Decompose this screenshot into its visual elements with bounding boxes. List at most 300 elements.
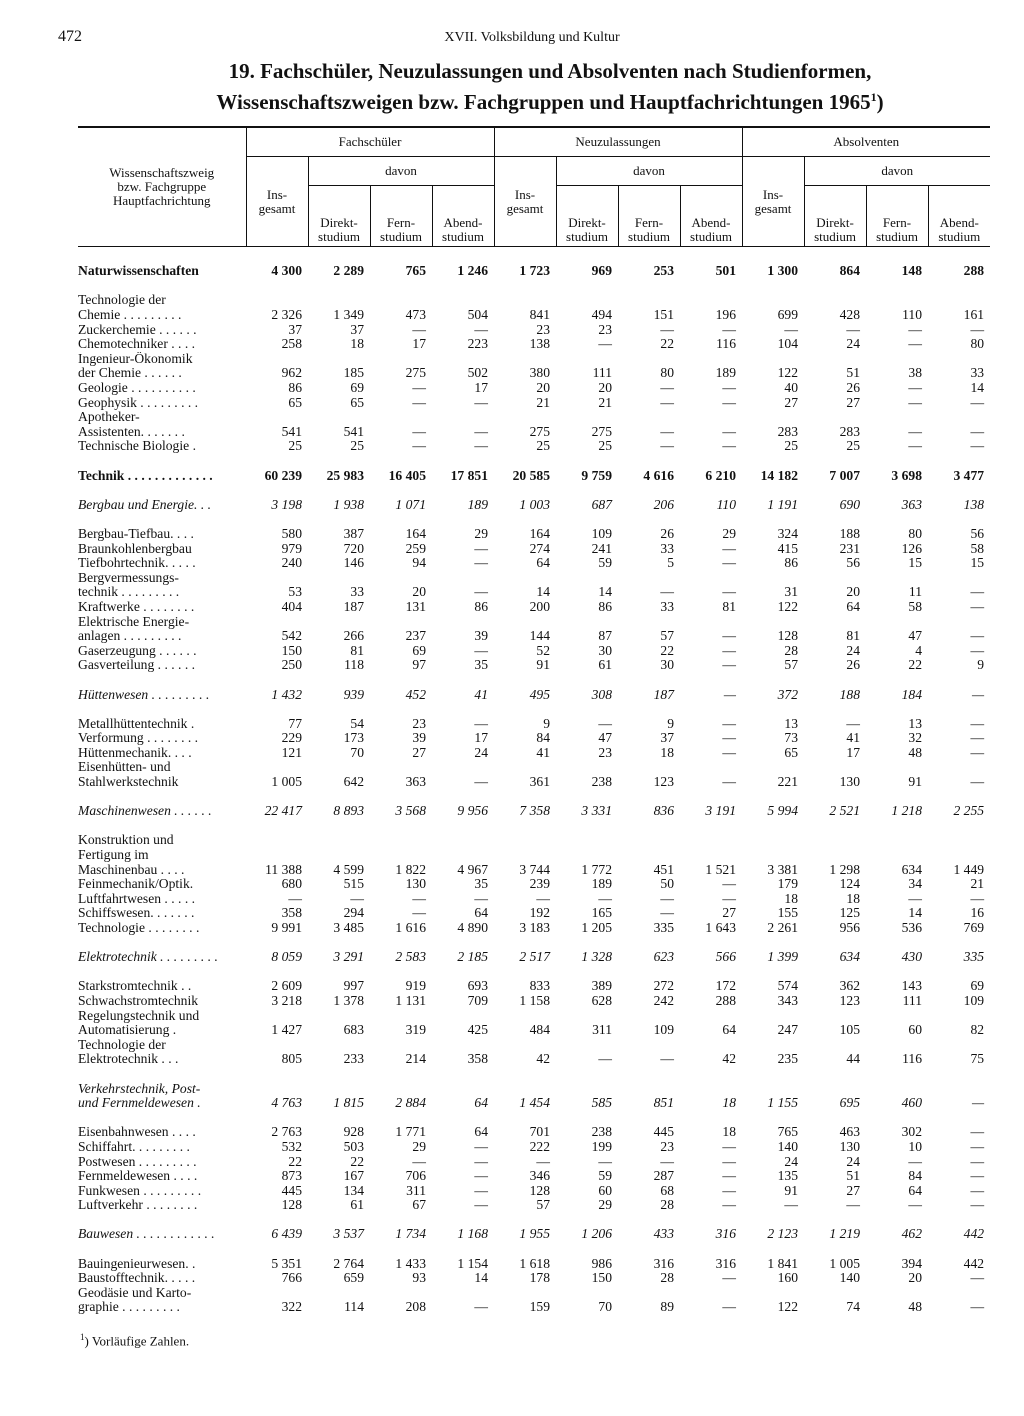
table-cell: 28: [660, 1270, 674, 1286]
table-cell: 425: [467, 1022, 488, 1038]
table-cell: 3 183: [519, 920, 550, 936]
table-cell: [618, 410, 680, 425]
table-cell: 2 255: [953, 803, 985, 819]
table-cell: 23: [598, 745, 612, 760]
table-cell: 42: [722, 1052, 737, 1067]
stub-line-1: Wissenschaftszweig: [109, 165, 215, 180]
table-cell: 231: [839, 541, 861, 556]
table-cell: 30: [660, 658, 674, 673]
table-row: [78, 366, 990, 381]
table-cell: 64: [536, 555, 550, 571]
table-cell: 70: [350, 745, 364, 760]
table-cell: 515: [343, 876, 364, 892]
table-cell: 3 537: [333, 1227, 364, 1242]
table-cell: 134: [343, 1183, 364, 1198]
table-cell: 1 938: [333, 497, 364, 512]
table-cell: 122: [777, 599, 799, 614]
table-cell: 18: [350, 336, 364, 352]
row-label: Eisenbahnwesen . . . .: [78, 1125, 196, 1140]
table-cell: —: [722, 716, 737, 731]
table-cell: [556, 293, 618, 308]
table-cell: 208: [405, 1300, 426, 1315]
row-label: Geologie . . . . . . . . . .: [78, 380, 196, 396]
table-cell: 3 485: [333, 920, 364, 936]
table-cell: 1 219: [829, 1227, 861, 1242]
table-cell: 1 300: [767, 264, 799, 279]
table-cell: 30: [598, 643, 612, 658]
table-row: [78, 556, 990, 571]
table-cell: 11: [908, 585, 923, 600]
table-cell: [618, 1081, 680, 1096]
table-cell: 126: [901, 541, 923, 556]
table-cell: —: [722, 1154, 737, 1169]
table-cell: 47: [598, 731, 612, 746]
table-cell: 6 439: [271, 1227, 302, 1242]
table-cell: —: [474, 643, 488, 658]
stub-line-2: bzw. Fachgruppe: [117, 179, 207, 194]
table-cell: 235: [777, 1052, 799, 1067]
table-cell: 241: [591, 541, 612, 556]
table-cell: [804, 1081, 866, 1096]
table-cell: 81: [350, 643, 364, 658]
table-cell: —: [970, 1139, 985, 1154]
table-cell: 253: [653, 264, 674, 279]
table-row: [78, 1198, 990, 1213]
table-cell: [556, 1081, 618, 1096]
table-cell: 221: [777, 774, 799, 790]
table-cell: 59: [598, 555, 612, 571]
table-cell: 536: [901, 920, 923, 936]
table-cell: —: [908, 1154, 923, 1169]
table-cell: 452: [405, 687, 426, 702]
table-row: [78, 322, 990, 337]
table-cell: 1 433: [395, 1256, 426, 1271]
table-row: [78, 848, 990, 863]
table-cell: [618, 848, 680, 863]
table-cell: 3 331: [581, 803, 612, 819]
table-row: [78, 600, 990, 615]
table-cell: 111: [592, 366, 612, 381]
subgroup-row: [78, 804, 990, 819]
table-cell: [680, 352, 742, 367]
table-cell: [432, 352, 494, 367]
table-cell: 159: [529, 1300, 550, 1315]
table-cell: [866, 760, 928, 775]
table-cell: 110: [716, 497, 737, 512]
table-cell: 80: [908, 526, 923, 541]
table-cell: —: [660, 906, 674, 921]
table-cell: 343: [777, 993, 799, 1008]
table-cell: —: [536, 891, 550, 906]
table-cell: [494, 570, 556, 585]
table-cell: —: [722, 658, 737, 673]
table-cell: —: [970, 716, 985, 731]
table-cell: 1 003: [519, 497, 550, 512]
row-label: Technologie der: [78, 1037, 166, 1052]
table-cell: 363: [901, 497, 923, 512]
table-cell: 484: [529, 1022, 550, 1038]
table-cell: 184: [901, 687, 923, 702]
table-cell: [618, 1008, 680, 1023]
table-cell: 1 771: [395, 1125, 426, 1140]
table-cell: 574: [777, 979, 799, 994]
table-cell: [308, 848, 370, 863]
table-row: [78, 1300, 990, 1315]
table-cell: 199: [591, 1139, 612, 1154]
table-cell: 109: [591, 526, 612, 541]
table-cell: 18: [784, 891, 799, 906]
table-cell: 23: [536, 322, 550, 337]
table-cell: 200: [529, 599, 550, 614]
table-row: [78, 1125, 990, 1140]
table-cell: 693: [467, 979, 488, 994]
table-cell: 1 005: [829, 1256, 861, 1271]
table-cell: —: [970, 1270, 985, 1286]
table-cell: [370, 848, 432, 863]
row-label: Feinmechanik/Optik.: [78, 876, 194, 892]
row-label: Chemie . . . . . . . . .: [78, 307, 182, 323]
table-cell: 229: [281, 731, 302, 746]
spacer-row: [78, 1213, 990, 1228]
table-cell: 64: [474, 1125, 488, 1140]
table-cell: —: [784, 1198, 799, 1213]
table-cell: 116: [902, 1052, 923, 1067]
table-cell: 20: [846, 585, 861, 600]
table-cell: —: [660, 585, 674, 600]
table-cell: 21: [970, 876, 985, 892]
table-cell: 302: [901, 1125, 923, 1140]
table-cell: —: [908, 380, 923, 396]
table-cell: [308, 1081, 370, 1096]
table-cell: 962: [281, 366, 302, 381]
table-cell: —: [970, 628, 985, 644]
table-cell: 494: [591, 307, 612, 323]
table-cell: 687: [591, 497, 612, 512]
table-cell: 288: [963, 264, 985, 279]
table-cell: —: [970, 1125, 985, 1140]
table-cell: [308, 833, 370, 848]
table-cell: 9 956: [457, 803, 488, 819]
title-close-paren: ): [876, 90, 884, 114]
table-cell: 123: [653, 774, 674, 790]
table-cell: 128: [529, 1183, 550, 1198]
table-cell: 121: [281, 745, 302, 760]
table-cell: 161: [963, 307, 985, 323]
table-cell: 53: [288, 585, 302, 600]
table-cell: 4 967: [457, 862, 488, 877]
table-cell: —: [660, 1154, 674, 1169]
table-cell: 683: [343, 1022, 364, 1038]
table-cell: —: [412, 1154, 426, 1169]
table-row: [78, 352, 990, 367]
row-label: Technik . . . . . . . . . . . . .: [78, 468, 213, 483]
table-cell: 1 841: [767, 1256, 799, 1271]
table-cell: [370, 1286, 432, 1301]
row-label: Schwachstromtechnik: [78, 993, 199, 1008]
table-cell: [742, 293, 804, 308]
table-cell: 135: [777, 1168, 799, 1184]
table-row: [78, 410, 990, 425]
table-cell: —: [970, 424, 985, 439]
table-cell: 91: [784, 1183, 799, 1198]
table-cell: 155: [777, 906, 799, 921]
spacer-row: [78, 483, 990, 498]
chapter-heading: XVII. Volksbildung und Kultur: [444, 30, 620, 45]
table-cell: 928: [343, 1125, 364, 1140]
table-cell: [618, 833, 680, 848]
table-cell: 2 764: [333, 1256, 364, 1271]
table-cell: [928, 833, 990, 848]
table-cell: 585: [591, 1095, 612, 1111]
table-cell: 969: [591, 264, 612, 279]
table-cell: —: [350, 891, 364, 906]
davon-header: davon: [556, 157, 742, 186]
table-cell: 2 763: [271, 1125, 302, 1140]
table-cell: —: [970, 395, 985, 410]
table-cell: 39: [412, 731, 426, 746]
table-cell: 18: [722, 1095, 737, 1111]
table-cell: 26: [660, 526, 674, 541]
table-cell: 1 618: [519, 1256, 550, 1271]
table-cell: 851: [653, 1095, 674, 1111]
table-cell: 1 246: [457, 264, 488, 279]
table-cell: 283: [777, 424, 799, 439]
row-label: Hüttenwesen . . . . . . . . .: [78, 687, 210, 702]
table-cell: 451: [653, 862, 674, 877]
row-label: graphie . . . . . . . . .: [78, 1300, 180, 1315]
table-cell: 20: [598, 380, 612, 396]
table-cell: 164: [529, 526, 550, 541]
table-cell: 765: [405, 264, 426, 279]
row-label: Bergvermessungs-: [78, 570, 179, 585]
table-row: [78, 1023, 990, 1038]
table-cell: 805: [281, 1052, 302, 1067]
table-cell: [928, 614, 990, 629]
table-cell: 2 583: [395, 949, 426, 965]
table-cell: 22: [660, 643, 674, 658]
table-cell: —: [474, 1154, 488, 1169]
table-cell: [742, 1081, 804, 1096]
table-cell: 80: [970, 336, 985, 352]
table-cell: 57: [536, 1198, 550, 1213]
table-cell: —: [846, 716, 861, 731]
table-cell: 699: [777, 307, 799, 323]
table-cell: 33: [660, 599, 674, 614]
table-cell: 1 168: [457, 1227, 488, 1242]
table-cell: 20 585: [512, 468, 550, 483]
table-cell: 3 198: [271, 497, 302, 512]
table-cell: 1 521: [705, 862, 737, 877]
table-cell: —: [846, 322, 861, 337]
table-cell: 41: [474, 687, 488, 702]
table-row: [78, 775, 990, 790]
table-cell: [618, 614, 680, 629]
table-cell: 765: [777, 1125, 799, 1140]
row-label: Bauwesen . . . . . . . . . . . .: [78, 1227, 215, 1242]
table-cell: 1 131: [395, 993, 426, 1008]
table-cell: 179: [777, 876, 799, 892]
table-cell: 60 239: [264, 468, 302, 483]
table-cell: 316: [715, 1227, 737, 1242]
table-cell: 430: [901, 949, 923, 965]
table-cell: [556, 614, 618, 629]
subgroup-row: [78, 687, 990, 702]
table-cell: —: [412, 380, 426, 396]
table-cell: [370, 614, 432, 629]
table-cell: [494, 1081, 556, 1096]
table-cell: 40: [784, 380, 799, 396]
table-cell: 6 210: [705, 468, 737, 483]
table-cell: [928, 570, 990, 585]
direkt-line-1: Direkt-: [568, 215, 606, 230]
table-cell: —: [598, 336, 612, 352]
table-cell: 173: [343, 731, 364, 746]
table-cell: 42: [536, 1052, 550, 1067]
table-row: [78, 1037, 990, 1052]
table-cell: 27: [784, 395, 799, 410]
table-cell: 64: [474, 906, 488, 921]
table-cell: 237: [405, 628, 426, 644]
table-cell: 14: [536, 585, 550, 600]
table-cell: 14: [474, 1270, 488, 1286]
table-cell: 51: [846, 1168, 861, 1184]
table-cell: [556, 760, 618, 775]
table-cell: [494, 848, 556, 863]
table-row: [78, 643, 990, 658]
table-cell: 17 851: [450, 468, 488, 483]
table-cell: 65: [350, 395, 364, 410]
title-line-1: 19. Fachschüler, Neuzulassungen und Absolventen nach Studienformen,: [228, 59, 872, 83]
section-total-row: [78, 264, 990, 279]
row-label: Baustofftechnik. . . . .: [78, 1270, 196, 1286]
table-cell: 70: [598, 1300, 612, 1315]
table-cell: [804, 1286, 866, 1301]
table-cell: 4: [915, 643, 923, 658]
row-label: Ingenieur-Ökonomik: [78, 351, 193, 366]
table-cell: [742, 352, 804, 367]
fern-header: [618, 186, 680, 247]
table-cell: 266: [343, 628, 364, 644]
table-cell: —: [970, 774, 985, 790]
table-cell: 64: [846, 599, 861, 614]
direkt-line-2: studium: [566, 229, 608, 244]
table-cell: 2 185: [457, 949, 488, 965]
title-line-2-text: Wissenschaftszweigen bzw. Fachgruppen und Hauptfachrichtungen 1965: [216, 90, 871, 114]
table-cell: 150: [591, 1270, 612, 1286]
table-cell: 311: [406, 1183, 426, 1198]
table-cell: 144: [529, 628, 550, 644]
table-cell: 20: [908, 1270, 923, 1286]
direkt-header: [804, 186, 866, 247]
table-cell: [308, 352, 370, 367]
davon-header: davon: [308, 157, 494, 186]
table-cell: [432, 848, 494, 863]
table-cell: 58: [970, 541, 985, 556]
table-cell: 33: [660, 541, 674, 556]
table-row: [78, 994, 990, 1009]
table-cell: 9: [543, 716, 550, 731]
table-cell: 38: [908, 366, 923, 381]
table-cell: 41: [536, 745, 550, 760]
table-cell: [866, 410, 928, 425]
table-cell: 20: [412, 585, 426, 600]
table-cell: —: [722, 555, 737, 571]
row-label: Gaserzeugung . . . . . .: [78, 643, 197, 658]
table-cell: 532: [281, 1139, 302, 1154]
table-cell: —: [970, 1300, 985, 1315]
table-cell: 58: [908, 599, 923, 614]
table-cell: 188: [839, 526, 861, 541]
table-cell: 172: [715, 979, 737, 994]
table-cell: —: [908, 336, 923, 352]
table-cell: 1 427: [271, 1022, 302, 1038]
row-label: Konstruktion und: [78, 833, 174, 848]
spacer-row: [78, 789, 990, 804]
table-row: [78, 541, 990, 556]
table-cell: 394: [901, 1256, 923, 1271]
table-cell: —: [970, 1154, 985, 1169]
abend-header: [928, 186, 990, 247]
table-cell: [928, 410, 990, 425]
table-cell: —: [474, 541, 488, 556]
table-cell: 1 206: [581, 1227, 612, 1242]
row-label: Starkstromtechnik . .: [78, 979, 192, 994]
table-cell: 130: [839, 1139, 861, 1154]
direkt-line-1: Direkt-: [816, 215, 854, 230]
table-cell: 15: [970, 555, 985, 571]
table-cell: —: [970, 1168, 985, 1184]
table-cell: 116: [716, 336, 737, 352]
table-cell: 23: [598, 322, 612, 337]
table-cell: —: [971, 687, 985, 702]
table-cell: 128: [281, 1198, 302, 1213]
table-cell: 701: [529, 1125, 550, 1140]
table-cell: 634: [901, 862, 923, 877]
table-cell: 25 983: [326, 468, 364, 483]
table-cell: 358: [281, 906, 302, 921]
table-cell: 25: [350, 439, 364, 454]
table-cell: —: [536, 1154, 550, 1169]
table-cell: 151: [653, 307, 674, 323]
table-cell: 81: [722, 599, 737, 614]
table-cell: 21: [598, 395, 612, 410]
table-cell: [246, 1037, 308, 1052]
table-cell: [618, 1037, 680, 1052]
table-cell: 8 059: [271, 949, 302, 965]
table-cell: [246, 570, 308, 585]
table-row: [78, 746, 990, 761]
table-cell: [308, 1286, 370, 1301]
table-cell: —: [722, 541, 737, 556]
table-cell: —: [474, 585, 488, 600]
table-cell: —: [474, 1183, 488, 1198]
table-cell: 60: [598, 1183, 612, 1198]
table-cell: 308: [591, 687, 612, 702]
table-cell: 690: [839, 497, 861, 512]
table-cell: 275: [529, 424, 550, 439]
table-cell: 65: [784, 745, 799, 760]
table-cell: [246, 1081, 308, 1096]
table-cell: —: [412, 439, 426, 454]
table-cell: —: [970, 585, 985, 600]
table-cell: [494, 614, 556, 629]
table-cell: [494, 1286, 556, 1301]
table-cell: 10: [908, 1139, 923, 1154]
table-cell: 131: [405, 599, 426, 614]
table-cell: [494, 410, 556, 425]
table-cell: [370, 760, 432, 775]
table-cell: 275: [405, 366, 426, 381]
